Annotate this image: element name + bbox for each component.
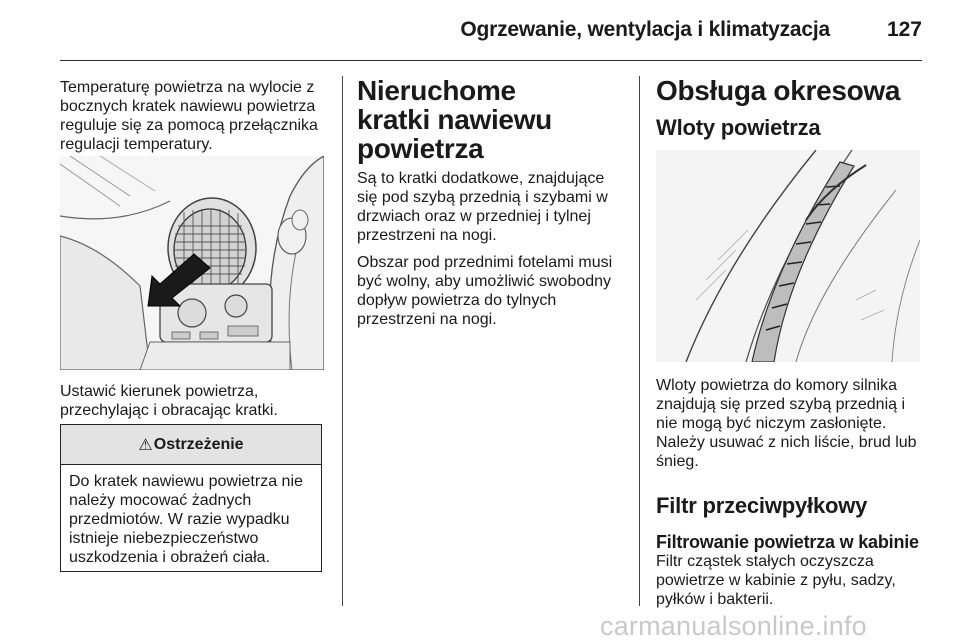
col3-heading: Obsługa okresowa — [656, 75, 901, 106]
side-air-vent-illustration — [60, 156, 324, 370]
col2-paragraph-1: Są to kratki dodatkowe, znajdujące się pod szybą przednią i szybami w drzwiach oraz w przedniej i tylnej przestrzeni na nogi. — [357, 170, 608, 244]
warning-header — [61, 425, 321, 465]
page-number: 127 — [886, 18, 922, 41]
col2-heading: Nieruchome kratki nawiewu powietrza — [357, 75, 552, 164]
warning-box — [60, 424, 322, 572]
column-3-lower — [656, 376, 922, 609]
header-rule — [60, 60, 922, 61]
col2-paragraph-2: Obszar pod przednimi fotelami musi być wolny, aby umożliwić swobodny dopływ powietrza do tylnych przestrzeni na nogi. — [357, 254, 613, 328]
warning-triangle-icon: ⚠ — [138, 436, 153, 454]
warning-text: Do kratek nawiewu powietrza nie należy mocować żadnych przedmiotów. W razie wypadku istnieje niebezpieczeństwo uszkodzenia i obrażeń ciała. — [69, 473, 303, 566]
watermark: carmanualsonline.info — [600, 611, 867, 641]
running-header-title: Ogrzewanie, wentylacja i klimatyzacja — [460, 18, 830, 41]
column-1 — [60, 78, 328, 154]
col3-subheading-air-inlets: Wloty powietrza — [656, 115, 821, 140]
column-2 — [357, 76, 625, 329]
col3-subheading-cabin-filtration: Filtrowanie powietrza w kabinie — [656, 532, 919, 552]
column-3 — [656, 76, 922, 140]
column-divider-2 — [639, 76, 640, 606]
col3-paragraph-2: Filtr cząstek stałych oczyszcza powietrze w kabinie z pyłu, sadzy, pyłków i bakterii. — [656, 553, 896, 608]
col3-subheading-pollen-filter: Filtr przeciwpyłkowy — [656, 493, 868, 518]
air-inlets-illustration — [656, 150, 920, 362]
column-divider-1 — [342, 76, 343, 606]
col1-paragraph-1: Temperaturę powietrza na wylocie z bocznych kratek nawiewu powietrza reguluje się za pomocą przełącznika regulacji temperatury. — [60, 79, 318, 153]
col3-paragraph-1: Wloty powietrza do komory silnika znajdują się przed szybą przednią i nie mogą być niczym zasłonięte. Należy usuwać z nich liście, brud lub śnieg. — [656, 377, 917, 470]
column-1-lower — [60, 382, 328, 420]
warning-title: Ostrzeżenie — [153, 435, 244, 453]
col1-paragraph-2: Ustawić kierunek powietrza, przechylając i obracając kratki. — [60, 383, 278, 419]
